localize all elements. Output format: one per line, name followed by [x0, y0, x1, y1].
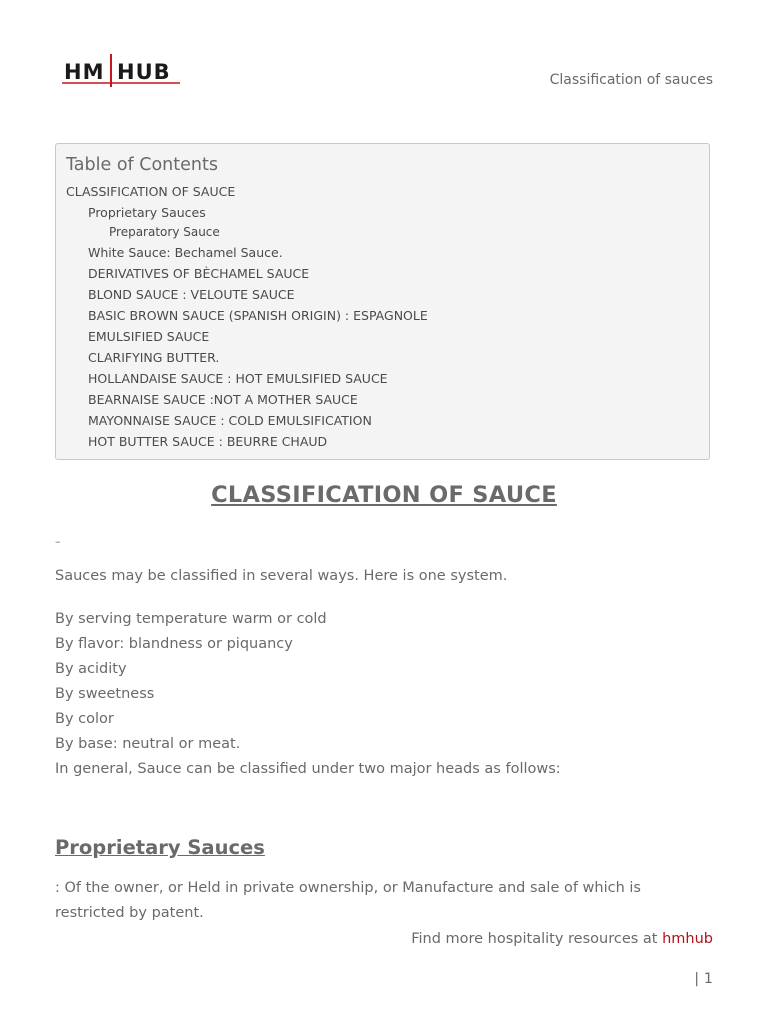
- criteria-item: By acidity: [55, 661, 127, 677]
- toc-item[interactable]: EMULSIFIED SAUCE: [88, 329, 210, 344]
- section-body-proprietary-sauces: : Of the owner, or Held in private ownership, or Manufacture and sale of which is restricted by patent.: [55, 880, 641, 921]
- toc-title: Table of Contents: [66, 155, 218, 175]
- toc-item[interactable]: Preparatory Sauce: [109, 225, 220, 239]
- table-of-contents: [55, 143, 710, 460]
- toc-list: [66, 181, 699, 452]
- criteria-item: By flavor: blandness or piquancy: [55, 636, 293, 652]
- toc-item[interactable]: Proprietary Sauces: [88, 205, 206, 220]
- page-number: | 1: [694, 971, 713, 987]
- criteria-item: In general, Sauce can be classified under two major heads as follows:: [55, 761, 561, 777]
- toc-item[interactable]: BASIC BROWN SAUCE (SPANISH ORIGIN) : ESPAGNOLE: [88, 308, 428, 323]
- criteria-item: By sweetness: [55, 686, 155, 702]
- toc-item[interactable]: White Sauce: Bechamel Sauce.: [88, 245, 283, 260]
- intro-paragraph: Sauces may be classified in several ways. Here is one system.: [55, 568, 508, 584]
- toc-item[interactable]: HOT BUTTER SAUCE : BEURRE CHAUD: [88, 434, 328, 449]
- svg-text:HUB: HUB: [117, 60, 171, 84]
- main-title: CLASSIFICATION OF SAUCE: [211, 482, 557, 508]
- toc-item[interactable]: DERIVATIVES OF BÈCHAMEL SAUCE: [88, 266, 310, 281]
- classification-criteria-list: [55, 607, 561, 782]
- hmhub-logo: [62, 52, 182, 88]
- toc-item[interactable]: BEARNAISE SAUCE :NOT A MOTHER SAUCE: [88, 392, 358, 407]
- hmhub-link[interactable]: hmhub: [662, 931, 713, 947]
- criteria-item: By color: [55, 711, 114, 727]
- toc-item[interactable]: BLOND SAUCE : VELOUTE SAUCE: [88, 287, 295, 302]
- toc-item[interactable]: HOLLANDAISE SAUCE : HOT EMULSIFIED SAUCE: [88, 371, 388, 386]
- toc-item[interactable]: CLARIFYING BUTTER.: [88, 350, 220, 365]
- criteria-item: By serving temperature warm or cold: [55, 611, 327, 627]
- document-header-title: Classification of sauces: [549, 72, 713, 88]
- toc-item[interactable]: MAYONNAISE SAUCE : COLD EMULSIFICATION: [88, 413, 372, 428]
- toc-item[interactable]: CLASSIFICATION OF SAUCE: [66, 184, 236, 199]
- footer-promo: [411, 931, 713, 947]
- svg-text:HM: HM: [64, 60, 105, 84]
- footer-promo-text: Find more hospitality resources at: [411, 931, 663, 947]
- section-heading-proprietary-sauces: Proprietary Sauces: [55, 836, 265, 859]
- criteria-item: By base: neutral or meat.: [55, 736, 241, 752]
- dash-mark: –: [55, 535, 61, 548]
- hmhub-logo-graphic: [62, 52, 182, 88]
